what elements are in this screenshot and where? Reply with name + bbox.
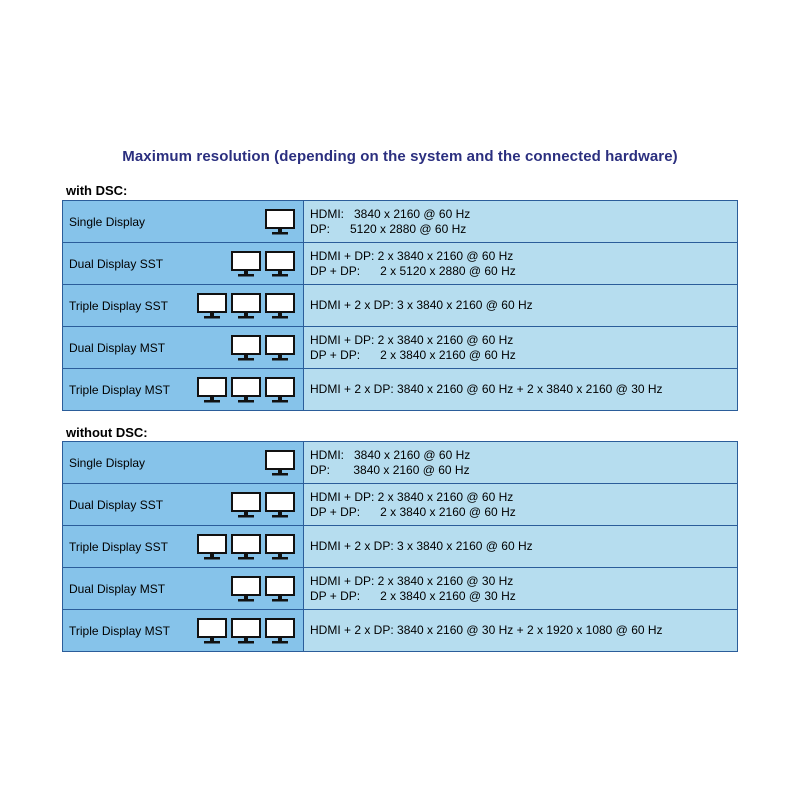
monitor-icon bbox=[265, 377, 295, 403]
display-mode-label: Triple Display SST bbox=[69, 298, 168, 313]
monitor-icon bbox=[231, 335, 261, 361]
resolution-cell bbox=[304, 369, 738, 411]
display-mode-label: Dual Display SST bbox=[69, 256, 164, 271]
monitor-icon bbox=[231, 534, 261, 560]
resolution-line: DP + DP: 2 x 3840 x 2160 @ 60 Hz bbox=[310, 504, 516, 519]
resolution-line: HDMI + DP: 2 x 3840 x 2160 @ 60 Hz bbox=[310, 248, 514, 263]
monitor-icons bbox=[231, 335, 295, 361]
monitor-icons bbox=[197, 534, 295, 560]
resolution-line: HDMI: 3840 x 2160 @ 60 Hz bbox=[310, 206, 471, 221]
display-mode-cell bbox=[63, 201, 304, 243]
table-row bbox=[63, 610, 738, 652]
monitor-icons bbox=[231, 251, 295, 277]
resolution-cell bbox=[304, 285, 738, 327]
resolution-cell bbox=[304, 610, 738, 652]
table-row bbox=[63, 442, 738, 484]
resolution-cell bbox=[304, 201, 738, 243]
display-mode-cell bbox=[63, 327, 304, 369]
resolution-cell bbox=[304, 243, 738, 285]
monitor-icon bbox=[265, 209, 295, 235]
monitor-icons bbox=[197, 618, 295, 644]
monitor-icon bbox=[265, 492, 295, 518]
monitor-icon bbox=[265, 534, 295, 560]
display-mode-label: Triple Display SST bbox=[69, 539, 168, 554]
table-row bbox=[63, 526, 738, 568]
page-title: Maximum resolution (depending on the system and the connected hardware) bbox=[122, 148, 678, 165]
monitor-icon bbox=[197, 618, 227, 644]
table-row bbox=[63, 568, 738, 610]
display-mode-cell bbox=[63, 526, 304, 568]
monitor-icon bbox=[265, 576, 295, 602]
monitor-icons bbox=[231, 576, 295, 602]
monitor-icon bbox=[197, 293, 227, 319]
table-row bbox=[63, 369, 738, 411]
resolution-line: HDMI + DP: 2 x 3840 x 2160 @ 60 Hz bbox=[310, 489, 514, 504]
display-mode-label: Single Display bbox=[69, 455, 146, 470]
monitor-icon bbox=[231, 618, 261, 644]
monitor-icons bbox=[265, 209, 295, 235]
display-mode-cell bbox=[63, 442, 304, 484]
monitor-icon bbox=[231, 251, 261, 277]
with-dsc-table bbox=[62, 200, 738, 411]
monitor-icons bbox=[197, 377, 295, 403]
monitor-icon bbox=[265, 335, 295, 361]
display-mode-label: Dual Display MST bbox=[69, 340, 166, 355]
resolution-cell bbox=[304, 327, 738, 369]
resolution-line: HDMI + 2 x DP: 3840 x 2160 @ 60 Hz + 2 x 3840 x 2160 @ 30 Hz bbox=[310, 382, 663, 396]
monitor-icon bbox=[197, 534, 227, 560]
monitor-icon bbox=[231, 293, 261, 319]
without-dsc-table bbox=[62, 441, 738, 652]
resolution-line: HDMI: 3840 x 2160 @ 60 Hz bbox=[310, 447, 471, 462]
resolution-line: HDMI + 2 x DP: 3840 x 2160 @ 30 Hz + 2 x 1920 x 1080 @ 60 Hz bbox=[310, 623, 663, 637]
resolution-line: HDMI + DP: 2 x 3840 x 2160 @ 60 Hz bbox=[310, 332, 514, 347]
section-label-without-dsc: without DSC: bbox=[66, 425, 148, 440]
monitor-icon bbox=[231, 576, 261, 602]
resolution-line: HDMI + 2 x DP: 3 x 3840 x 2160 @ 60 Hz bbox=[310, 539, 533, 553]
resolution-line: DP: 3840 x 2160 @ 60 Hz bbox=[310, 462, 470, 477]
monitor-icon bbox=[231, 377, 261, 403]
resolution-line: DP + DP: 2 x 3840 x 2160 @ 60 Hz bbox=[310, 347, 516, 362]
table-row bbox=[63, 327, 738, 369]
monitor-icons bbox=[231, 492, 295, 518]
display-mode-cell bbox=[63, 568, 304, 610]
display-mode-label: Triple Display MST bbox=[69, 623, 170, 638]
table-row bbox=[63, 285, 738, 327]
monitor-icon bbox=[231, 492, 261, 518]
monitor-icon bbox=[197, 377, 227, 403]
resolution-line: HDMI + DP: 2 x 3840 x 2160 @ 30 Hz bbox=[310, 573, 514, 588]
resolution-cell bbox=[304, 484, 738, 526]
resolution-cell bbox=[304, 568, 738, 610]
resolution-cell bbox=[304, 442, 738, 484]
monitor-icon bbox=[265, 293, 295, 319]
monitor-icons bbox=[197, 293, 295, 319]
resolution-cell bbox=[304, 526, 738, 568]
monitor-icon bbox=[265, 251, 295, 277]
display-mode-label: Dual Display SST bbox=[69, 497, 164, 512]
monitor-icons bbox=[265, 450, 295, 476]
table-row bbox=[63, 484, 738, 526]
display-mode-cell bbox=[63, 610, 304, 652]
table-row bbox=[63, 201, 738, 243]
display-mode-label: Triple Display MST bbox=[69, 382, 170, 397]
display-mode-cell bbox=[63, 243, 304, 285]
display-mode-label: Dual Display MST bbox=[69, 581, 166, 596]
table-row bbox=[63, 243, 738, 285]
display-mode-cell bbox=[63, 285, 304, 327]
display-mode-cell bbox=[63, 484, 304, 526]
resolution-line: DP + DP: 2 x 3840 x 2160 @ 30 Hz bbox=[310, 588, 516, 603]
display-mode-label: Single Display bbox=[69, 214, 146, 229]
display-mode-cell bbox=[63, 369, 304, 411]
section-label-with-dsc: with DSC: bbox=[66, 183, 128, 198]
monitor-icon bbox=[265, 450, 295, 476]
resolution-line: HDMI + 2 x DP: 3 x 3840 x 2160 @ 60 Hz bbox=[310, 298, 533, 312]
monitor-icon bbox=[265, 618, 295, 644]
resolution-line: DP + DP: 2 x 5120 x 2880 @ 60 Hz bbox=[310, 263, 516, 278]
resolution-line: DP: 5120 x 2880 @ 60 Hz bbox=[310, 221, 467, 236]
